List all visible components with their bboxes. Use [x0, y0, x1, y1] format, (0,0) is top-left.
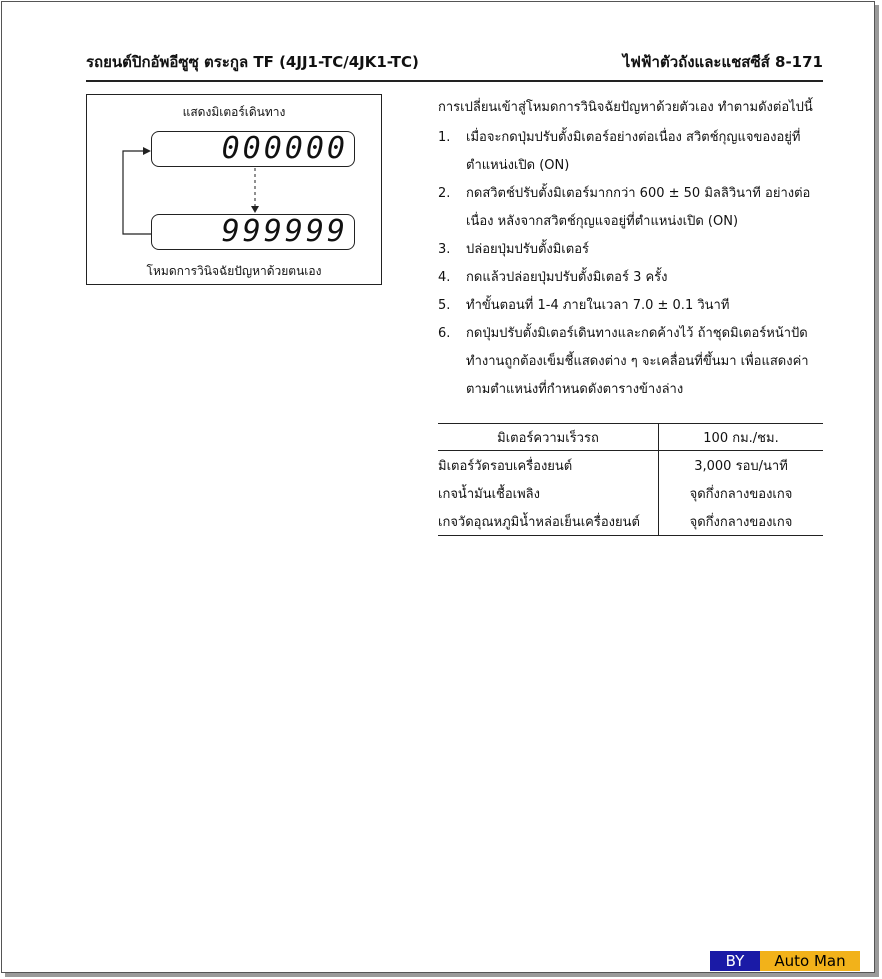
table-cell: เกจน้ำมันเชื้อเพลิง: [438, 479, 659, 507]
table-header-cell: มิเตอร์ความเร็วรถ: [438, 424, 659, 451]
flow-arrows: [87, 95, 383, 286]
table-cell: 3,000 รอบ/นาที: [694, 458, 788, 474]
table-row: [438, 507, 823, 536]
table-cell: เกจวัดอุณหภูมิน้ำหล่อเย็นเครื่องยนต์: [438, 507, 659, 536]
step-text: กดแล้วปล่อยปุ่มปรับตั้งมิเตอร์ 3 ครั้ง: [466, 270, 668, 285]
step-item: [438, 236, 826, 264]
step-text: กดปุ่มปรับตั้งมิเตอร์เดินทางและกดค้างไว้ ถ้าชุดมิเตอร์หน้าปัดทำงานถูกต้องเข็มชี้แสดงต่าง ๆ จะเคลื่อนที่ขึ้นมา เพื่อแสดงค่าตามตำแหน่งที่กำหนดดังตารางข้างล่าง: [466, 326, 809, 397]
header-left-title: รถยนต์ปิกอัพอีซูซุ ตระกูล TF (4JJ1-TC/4JK1-TC): [86, 53, 419, 71]
brand-by-label: BY: [710, 951, 760, 971]
table-row: [438, 451, 823, 480]
figure-caption-top: แสดงมิเตอร์เดินทาง: [182, 105, 286, 119]
brand-badge: [710, 951, 860, 971]
table-cell: จุดกึ่งกลางของเกจ: [659, 507, 824, 536]
figure-caption-bottom: โหมดการวินิจฉัยปัญหาด้วยตนเอง: [146, 264, 322, 278]
step-item: [438, 292, 826, 320]
step-text: เมื่อจะกดปุ่มปรับตั้งมิเตอร์อย่างต่อเนื่อง สวิตช์กุญแจของอยู่ที่ตำแหน่งเปิด (ON): [466, 130, 801, 173]
header-right-title: ไฟฟ้าตัวถังและแชสซีส์ 8-171: [622, 53, 823, 71]
step-number: 5.: [438, 298, 451, 313]
loop-arrow-head: [143, 147, 151, 155]
table-row: [438, 479, 823, 507]
intro-text: การเปลี่ยนเข้าสู่โหมดการวินิจฉัยปัญหาด้วยตัวเอง ทำตามดังต่อไปนี้: [438, 100, 813, 115]
step-number: 3.: [438, 242, 451, 257]
step-item: [438, 180, 826, 236]
table-header-row: [438, 424, 823, 451]
page-header: [86, 50, 823, 82]
gauge-spec-table: [438, 423, 823, 536]
steps-list: [438, 124, 826, 404]
step-number: 2.: [438, 186, 451, 201]
step-text: ทำขั้นตอนที่ 1-4 ภายในเวลา 7.0 ± 0.1 วินาที: [466, 298, 730, 313]
brand-name-label: Auto Man: [760, 951, 860, 971]
step-item: [438, 264, 826, 292]
table-header-cell: 100 กม./ชม.: [659, 424, 824, 451]
lcd-display-top: 000000: [151, 131, 355, 167]
step-number: 4.: [438, 270, 451, 285]
loop-line: [123, 151, 151, 234]
odometer-figure: [86, 94, 382, 285]
step-text: กดสวิตช์ปรับตั้งมิเตอร์มากกว่า 600 ± 50 มิลลิวินาที อย่างต่อเนื่อง หลังจากสวิตช์กุญแจอยู่ที่ตำแหน่งเปิด (ON): [466, 186, 811, 229]
dashed-arrow-head: [251, 206, 259, 213]
step-number: 1.: [438, 130, 451, 145]
table-cell: มิเตอร์วัดรอบเครื่องยนต์: [438, 451, 659, 480]
step-text: ปล่อยปุ่มปรับตั้งมิเตอร์: [466, 242, 589, 257]
step-number: 6.: [438, 326, 451, 341]
step-item: [438, 124, 826, 180]
lcd-display-bottom: 999999: [151, 214, 355, 250]
step-item: [438, 320, 826, 404]
table-cell: จุดกึ่งกลางของเกจ: [689, 486, 793, 502]
